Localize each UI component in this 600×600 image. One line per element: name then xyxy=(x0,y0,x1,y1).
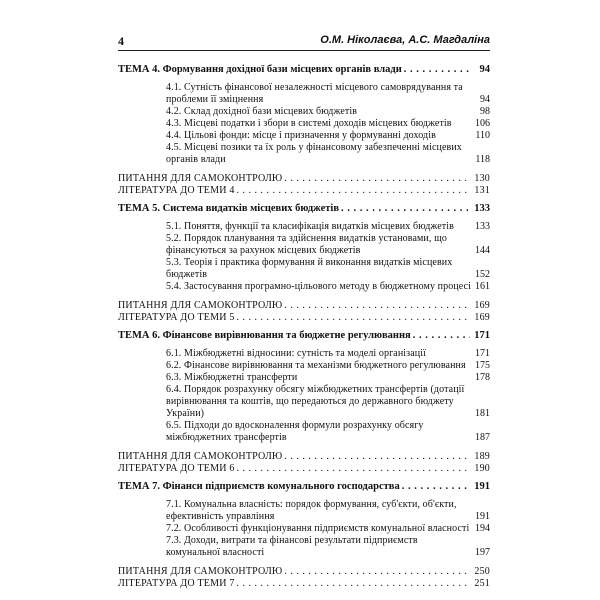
literature-title: ЛІТЕРАТУРА ДО ТЕМИ 4 xyxy=(118,185,235,196)
control-title: ПИТАННЯ ДЛЯ САМОКОНТРОЛЮ xyxy=(118,300,283,311)
topic-page: 133 xyxy=(474,203,490,214)
toc-literature xyxy=(118,578,490,590)
control-page: 189 xyxy=(474,451,490,462)
topic-title: ТЕМА 6. Фінансове вирівнювання та бюджетне регулювання xyxy=(118,330,411,341)
toc-subsection xyxy=(118,420,490,444)
toc-subsection xyxy=(118,142,490,166)
toc-literature xyxy=(118,463,490,475)
subsection-page: 171 xyxy=(475,348,490,359)
subsection-title: 7.1. Комунальна власність: порядок формування, суб'єкти, об'єкти, ефективність управління xyxy=(166,499,457,522)
toc-subsection xyxy=(118,82,490,106)
control-title: ПИТАННЯ ДЛЯ САМОКОНТРОЛЮ xyxy=(118,566,283,577)
subsection-page: 175 xyxy=(475,360,490,371)
subsection-title: 5.2. Порядок планування та здійснення видатків установами, що фінансуються за рахунок місцевих бюджетів xyxy=(166,233,447,256)
subsection-page: 98 xyxy=(480,106,490,117)
literature-page: 169 xyxy=(474,312,490,323)
dot-leader xyxy=(413,330,470,342)
dot-leader xyxy=(237,578,470,590)
subsection-title: 4.4. Цільові фонди: місце і призначення у формуванні доходів xyxy=(166,130,436,141)
literature-page: 131 xyxy=(474,185,490,196)
toc-subsection xyxy=(118,106,490,118)
subsection-title: 7.2. Особливості функціонування підприємств комунальної власності xyxy=(166,523,470,534)
toc-subsection xyxy=(118,384,490,420)
control-page: 130 xyxy=(474,173,490,184)
control-title: ПИТАННЯ ДЛЯ САМОКОНТРОЛЮ xyxy=(118,173,283,184)
toc-subsection xyxy=(118,523,490,535)
subsection-page: 197 xyxy=(475,547,490,558)
topic-title: ТЕМА 7. Фінанси підприємств комунального господарства xyxy=(118,481,400,492)
subsection-title: 4.5. Місцеві позики та їх роль у фінансовому забезпеченні місцевих органів влади xyxy=(166,142,462,165)
dot-leader xyxy=(284,173,470,185)
running-header xyxy=(118,34,490,51)
toc-subsection xyxy=(118,372,490,384)
table-of-contents xyxy=(118,58,490,590)
toc-control xyxy=(118,566,490,578)
toc-subsection xyxy=(118,348,490,360)
toc-control xyxy=(118,173,490,185)
toc-subsection xyxy=(118,233,490,257)
topic-page: 171 xyxy=(474,330,490,341)
subsection-title: 5.3. Теорія і практика формування й виконання видатків місцевих бюджетів xyxy=(166,257,453,280)
toc-subsection xyxy=(118,257,490,281)
subsection-page: 110 xyxy=(475,130,490,141)
subsection-page: 191 xyxy=(475,511,490,522)
subsection-page: 187 xyxy=(475,432,490,443)
dot-leader xyxy=(237,463,470,475)
subsection-title: 6.1. Міжбюджетні відносини: сутність та моделі організації xyxy=(166,348,426,359)
dot-leader xyxy=(284,451,470,463)
subsection-page: 94 xyxy=(480,94,490,105)
dot-leader xyxy=(404,64,470,76)
toc-topic xyxy=(118,64,490,76)
toc-topic xyxy=(118,330,490,342)
subsection-page: 194 xyxy=(475,523,490,534)
subsection-page: 144 xyxy=(475,245,490,256)
toc-literature xyxy=(118,312,490,324)
topic-title: ТЕМА 4. Формування дохідної бази місцевих органів влади xyxy=(118,64,402,75)
literature-page: 190 xyxy=(474,463,490,474)
dot-leader xyxy=(237,185,470,197)
literature-title: ЛІТЕРАТУРА ДО ТЕМИ 6 xyxy=(118,463,235,474)
subsection-page: 118 xyxy=(475,154,490,165)
dot-leader xyxy=(237,312,470,324)
subsection-page: 106 xyxy=(475,118,490,129)
toc-subsection xyxy=(118,535,490,559)
subsection-page: 152 xyxy=(475,269,490,280)
control-page: 169 xyxy=(474,300,490,311)
subsection-title: 6.2. Фінансове вирівнювання та механізми бюджетного регулювання xyxy=(166,360,466,371)
dot-leader xyxy=(402,481,470,493)
subsection-page: 133 xyxy=(475,221,490,232)
subsection-title: 4.1. Сутність фінансової незалежності місцевого самоврядування та проблеми її зміцнення xyxy=(166,82,463,105)
topic-title: ТЕМА 5. Система видатків місцевих бюджетів xyxy=(118,203,340,214)
toc-subsection xyxy=(118,360,490,372)
toc-subsection xyxy=(118,130,490,142)
control-title: ПИТАННЯ ДЛЯ САМОКОНТРОЛЮ xyxy=(118,451,283,462)
subsection-page: 178 xyxy=(475,372,490,383)
toc-literature xyxy=(118,185,490,197)
subsection-title: 6.3. Міжбюджетні трансферти xyxy=(166,372,298,383)
subsection-title: 5.1. Поняття, функції та класифікація видатків місцевих бюджетів xyxy=(166,221,454,232)
literature-title: ЛІТЕРАТУРА ДО ТЕМИ 7 xyxy=(118,578,235,589)
toc-subsection xyxy=(118,221,490,233)
dot-leader xyxy=(284,300,470,312)
authors: О.М. Ніколаєва, А.С. Магдаліна xyxy=(320,34,490,46)
toc-control xyxy=(118,451,490,463)
toc-subsection xyxy=(118,499,490,523)
subsection-title: 4.3. Місцеві податки і збори в системі доходів місцевих бюджетів xyxy=(166,118,452,129)
subsection-page: 161 xyxy=(475,281,490,292)
control-page: 250 xyxy=(474,566,490,577)
toc-subsection xyxy=(118,281,490,293)
topic-page: 94 xyxy=(479,64,490,75)
subsection-title: 6.5. Підходи до вдосконалення формули розрахунку обсягу міжбюджетних трансфертів xyxy=(166,420,424,443)
subsection-title: 6.4. Порядок розрахунку обсягу міжбюджетних трансфертів (дотації вирівнювання та коштів, що передаються до державного бюджету України) xyxy=(166,384,465,419)
subsection-title: 5.4. Застосування програмно-цільового методу в бюджетному процесі xyxy=(166,281,471,292)
toc-topic xyxy=(118,481,490,493)
toc-control xyxy=(118,300,490,312)
literature-title: ЛІТЕРАТУРА ДО ТЕМИ 5 xyxy=(118,312,235,323)
toc-subsection xyxy=(118,118,490,130)
dot-leader xyxy=(284,566,470,578)
topic-page: 191 xyxy=(474,481,490,492)
subsection-title: 4.2. Склад дохідної бази місцевих бюджетів xyxy=(166,106,358,117)
subsection-title: 7.3. Доходи, витрати та фінансові результати підприємств комунальної власності xyxy=(166,535,418,558)
toc-topic xyxy=(118,203,490,215)
dot-leader xyxy=(341,203,470,215)
subsection-page: 181 xyxy=(475,408,490,419)
literature-page: 251 xyxy=(474,578,490,589)
page-number: 4 xyxy=(118,34,124,48)
